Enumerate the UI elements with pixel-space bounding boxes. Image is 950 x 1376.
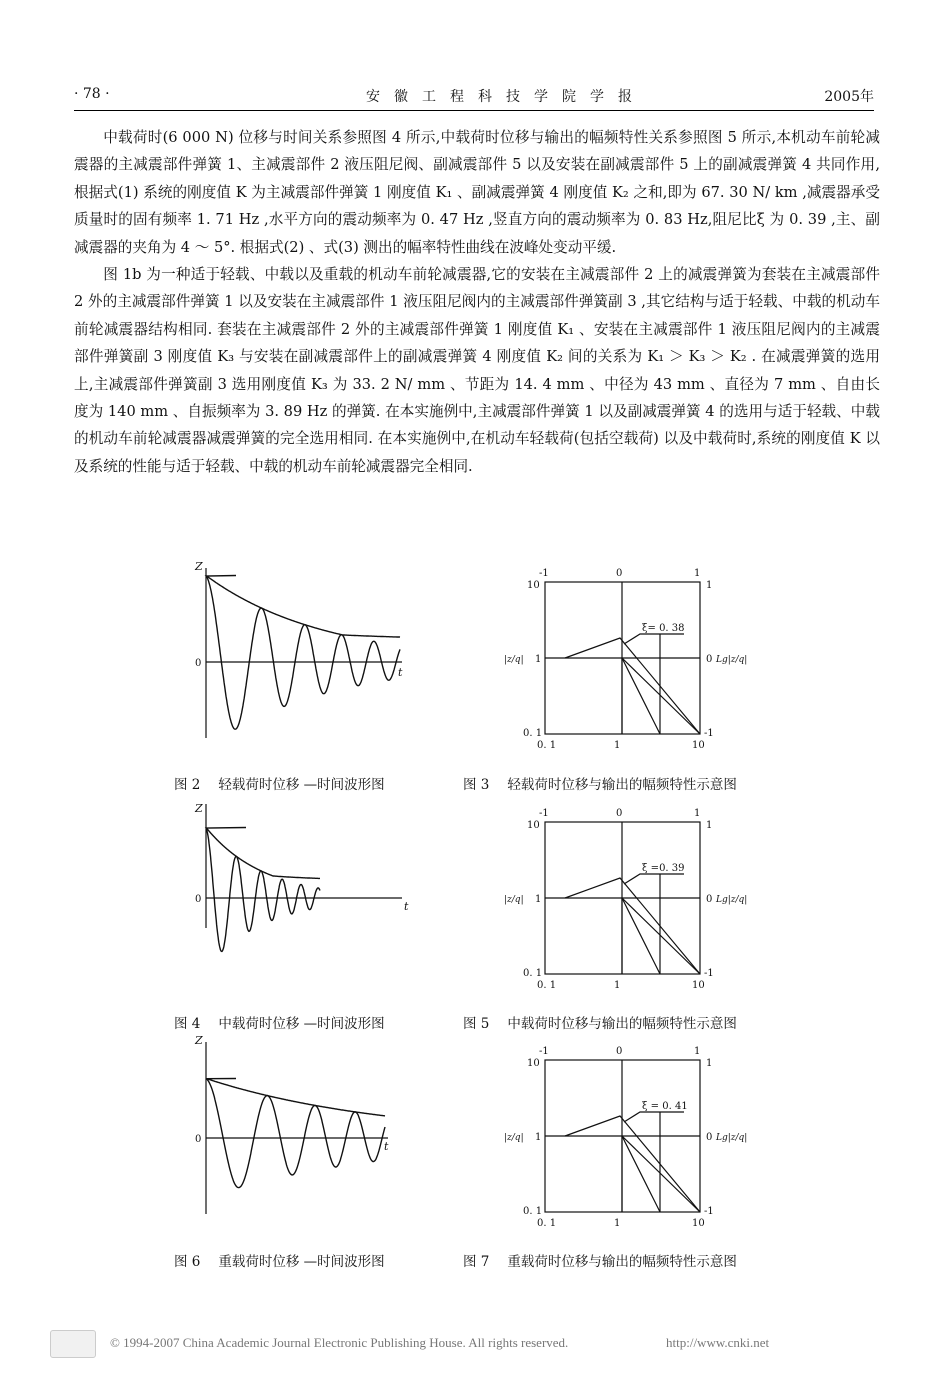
cnki-logo-icon [50, 1330, 96, 1358]
top-tick-label: 1 [694, 1046, 701, 1057]
left-tick-mid: 1 [535, 654, 542, 665]
right-tick-bottom: -1 [704, 728, 714, 739]
footer-link[interactable]: http://www.cnki.net [666, 1335, 770, 1350]
damping-ratio-label: ξ =0. 39 [642, 863, 685, 874]
caption-text: 重载荷时位移与输出的幅频特性示意图 [507, 1254, 737, 1270]
page-number: · 78 · [74, 86, 110, 102]
right-tick-top: 1 [706, 1058, 713, 1069]
top-tick-label: 0 [616, 1046, 623, 1057]
journal-year: 2005年 [824, 89, 874, 105]
bottom-tick-label: 1 [614, 740, 621, 751]
figure-4-plot [190, 796, 420, 936]
page-header [74, 86, 874, 108]
bottom-tick-label: 10 [692, 1218, 705, 1229]
paragraph-2: 图 1b 为一种适于轻载、中载以及重载的机动车前轮减震器,它的安装在主减震部件 2 上的减震弹簧为套装在主减震部件 2 外的主减震部件弹簧 1 以及安装在主减震部件 1 液压阻尼阀内的主减震部件弹簧副 3 ,其它结构与适于轻载、中载的机动车前轮减震器结构相同. 套装在主减震部件 2 外的主减震部件弹簧 1 刚度值 K₁ 、安装在主减震部件 1 液压阻尼阀内的主减震部件弹簧副 3 刚度值 K₃ 与安装在副减震部件上的副减震弹簧 4 刚度值 K₂ 间的关系为 K₁ ＞ K₃ ＞ K₂ . 在减震弹簧的选用上,主减震部件弹簧副 3 选用刚度值 K₃ 为 33. 2 N/ mm 、节距为 14. 4 mm 、中径为 43 mm 、直径为 7 mm 、自由长度为 140 mm 、自振频率为 3. 89 Hz 的弹簧. 在本实施例中,主减震部件弹簧 1 以及副减震弹簧 4 的选用与适于轻载、中载的机动车前轮减震器减震弹簧的完全选用相同. 在本实施例中,在机动车轻载荷(包括空载荷) 以及中载荷时,系统的刚度值 K 以及系统的性能与适于轻载、中载的机动车前轮减震器完全相同. [74, 266, 880, 475]
caption-number: 图 7 [463, 1254, 490, 1270]
right-tick-mid: 0 [706, 654, 713, 665]
damping-ratio-label: ξ = 0. 41 [642, 1101, 688, 1112]
right-tick-top: 1 [706, 820, 713, 831]
left-tick-mid: 1 [535, 1132, 542, 1143]
zero-label: 0 [195, 658, 202, 669]
right-tick-bottom: -1 [704, 1206, 714, 1217]
zero-label: 0 [195, 894, 202, 905]
left-axis-label: |z/q| [504, 895, 524, 905]
resonance-curve [565, 1116, 700, 1212]
caption-text: 轻载荷时位移 —时间波形图 [218, 777, 385, 793]
bottom-tick-label: 0. 1 [537, 980, 557, 991]
right-axis-label: Lg|z/q| [716, 655, 748, 665]
damping-ratio-label: ξ= 0. 38 [642, 623, 685, 634]
xi-leader-line [624, 634, 684, 644]
caption-text: 重载荷时位移 —时间波形图 [218, 1254, 385, 1270]
asymptote-line [622, 1136, 700, 1212]
figure-4 [190, 796, 420, 936]
caption-number: 图 4 [174, 1016, 201, 1032]
top-tick-label: 0 [616, 808, 623, 819]
caption-text: 轻载荷时位移与输出的幅频特性示意图 [507, 777, 737, 793]
left-tick-top: 10 [527, 580, 540, 591]
damped-oscillation [206, 576, 400, 730]
left-axis-label: |z/q| [504, 655, 524, 665]
figure-6 [190, 1032, 420, 1222]
figure-2 [190, 556, 420, 756]
asymptote-line [622, 898, 700, 974]
z-axis-label: Z [195, 560, 203, 573]
figure-5 [500, 802, 750, 1002]
caption-text: 中载荷时位移与输出的幅频特性示意图 [507, 1016, 737, 1032]
top-tick-label: -1 [539, 808, 549, 819]
right-tick-bottom: -1 [704, 968, 714, 979]
left-axis-label: |z/q| [504, 1133, 524, 1143]
bottom-tick-label: 1 [614, 980, 621, 991]
figure-5-plot [500, 802, 750, 1002]
figure-6-plot [190, 1032, 420, 1222]
top-tick-label: -1 [539, 568, 549, 579]
figure-3 [500, 562, 750, 762]
asymptote-line [622, 658, 700, 734]
figure-3-plot [500, 562, 750, 762]
left-tick-bottom: 0. 1 [523, 968, 543, 979]
figure-7 [500, 1040, 750, 1240]
figure-5-caption [463, 1012, 737, 1032]
left-tick-mid: 1 [535, 894, 542, 905]
figure-6-caption [174, 1250, 385, 1270]
t-axis-label: t [398, 666, 403, 679]
z-axis-label: Z [195, 802, 203, 815]
t-axis-label: t [384, 1140, 389, 1153]
caption-number: 图 6 [174, 1254, 201, 1270]
right-tick-top: 1 [706, 580, 713, 591]
caption-text: 中载荷时位移 —时间波形图 [218, 1016, 385, 1032]
resonance-curve [565, 878, 700, 974]
figure-2-caption [174, 773, 385, 793]
left-tick-bottom: 0. 1 [523, 728, 543, 739]
decay-envelope [206, 828, 320, 879]
bottom-tick-label: 0. 1 [537, 740, 557, 751]
paragraph-1: 中载荷时(6 000 N) 位移与时间关系参照图 4 所示,中载荷时位移与输出的幅频特性关系参照图 5 所示,本机动车前轮减震器的主减震部件弹簧 1、主减震部件 2 液压阻尼阀、副减震部件 5 以及安装在副减震部件 5 上的副减震弹簧 4 共同作用,根据式(1) 系统的刚度值 K 为主减震部件弹簧 1 刚度值 K₁ 、副减震弹簧 4 刚度值 K₂ 之和,即为 67. 30 N/ km ,减震器承受质量时的固有频率 1. 71 Hz ,水平方向的震动频率为 0. 47 Hz ,竖直方向的震动频率为 0. 83 Hz,阻尼比ξ 为 0. 39 ,主、副减震器的夹角为 4 ～ 5°. 根据式(2) 、式(3) 测出的幅率特性曲线在波峰处变动平缓. [74, 129, 880, 256]
bottom-tick-label: 0. 1 [537, 1218, 557, 1229]
decay-envelope [207, 576, 400, 638]
body-text [74, 124, 880, 480]
figure-7-plot [500, 1040, 750, 1240]
decay-envelope [207, 1079, 385, 1116]
right-axis-label: Lg|z/q| [716, 895, 748, 905]
header-rule [74, 110, 874, 111]
z-axis-label: Z [195, 1034, 203, 1047]
journal-title: 安徽工程科技学院学报 [366, 89, 646, 105]
figure-4-caption [174, 1012, 385, 1032]
xi-leader-line [624, 874, 684, 884]
caption-number: 图 5 [463, 1016, 490, 1032]
top-tick-label: 1 [694, 568, 701, 579]
caption-number: 图 3 [463, 777, 490, 793]
top-tick-label: -1 [539, 1046, 549, 1057]
left-tick-top: 10 [527, 820, 540, 831]
page-footer [50, 1328, 910, 1358]
caption-number: 图 2 [174, 777, 201, 793]
right-tick-mid: 0 [706, 1132, 713, 1143]
bottom-tick-label: 10 [692, 740, 705, 751]
zero-label: 0 [195, 1134, 202, 1145]
copyright-notice: © 1994-2007 China Academic Journal Electronic Publishing House. All rights reserved. [110, 1335, 569, 1350]
top-tick-label: 0 [616, 568, 623, 579]
slope-line [622, 898, 660, 974]
right-axis-label: Lg|z/q| [716, 1133, 748, 1143]
left-tick-bottom: 0. 1 [523, 1206, 543, 1217]
top-tick-label: 1 [694, 808, 701, 819]
xi-leader-line [624, 1112, 684, 1122]
figure-3-caption [463, 773, 737, 793]
bottom-tick-label: 1 [614, 1218, 621, 1229]
bottom-tick-label: 10 [692, 980, 705, 991]
t-axis-label: t [404, 900, 409, 913]
figure-7-caption [463, 1250, 737, 1270]
figure-2-plot [190, 556, 420, 756]
resonance-curve [565, 638, 700, 734]
right-tick-mid: 0 [706, 894, 713, 905]
damped-oscillation [206, 1079, 385, 1188]
slope-line [622, 658, 660, 734]
left-tick-top: 10 [527, 1058, 540, 1069]
slope-line [622, 1136, 660, 1212]
